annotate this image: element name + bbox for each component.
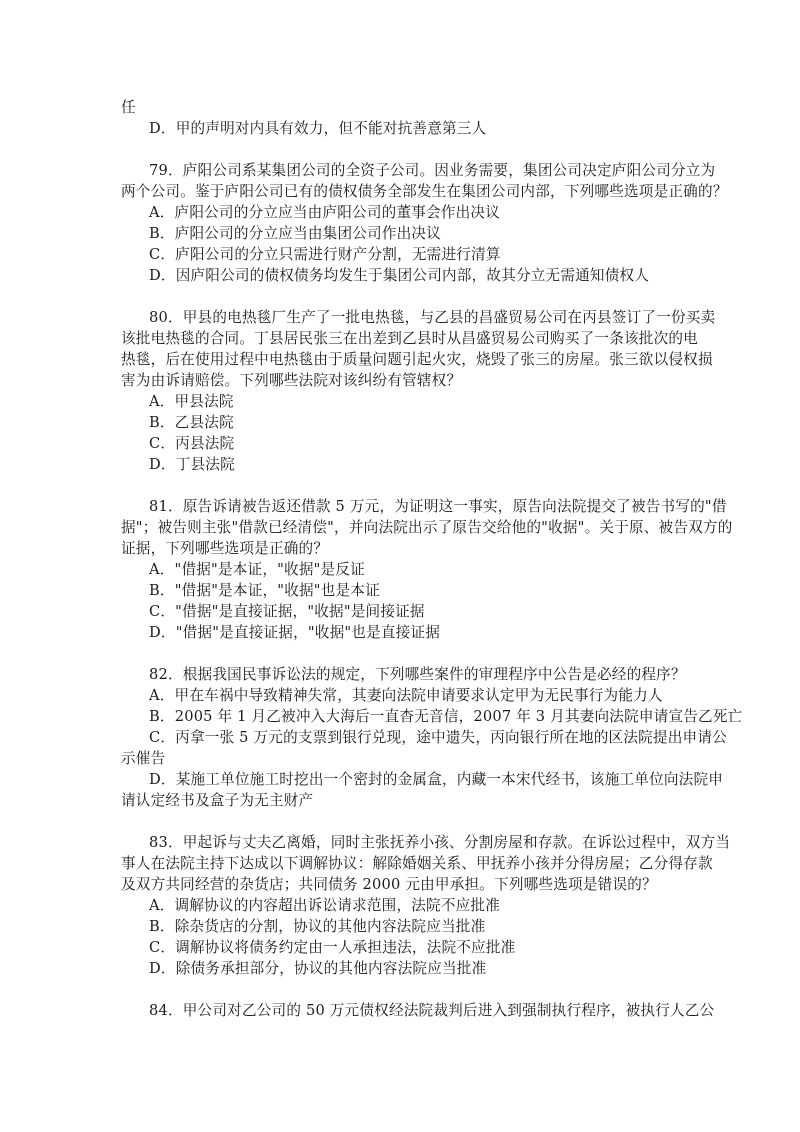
option-c: C．丙县法院 [149, 435, 235, 452]
option-b: B．庐阳公司的分立应当由集团公司作出决议 [149, 225, 442, 242]
question-84-line: 84．甲公司对乙公司的 50 万元债权经法院裁判后进入到强制执行程序，被执行人乙公 [149, 1002, 715, 1019]
option-d: D．甲的声明对内具有效力，但不能对抗善意第三人 [149, 120, 487, 137]
question-80-line: 80．甲县的电热毯厂生产了一批电热毯，与乙县的昌盛贸易公司在丙县签订了一份买卖 [149, 309, 716, 326]
question-80-line: 热毯，后在使用过程中电热毯由于质量问题引起火灾，烧毁了张三的房屋。张三欲以侵权损 [121, 351, 713, 368]
question-82-line: 82．根据我国民事诉讼法的规定，下列哪些案件的审理程序中公告是必经的程序？ [149, 666, 686, 683]
question-80-line: 害为由诉请赔偿。下列哪些法院对该纠纷有管辖权？ [121, 372, 462, 389]
question-83-line: 及双方共同经营的杂货店；共同债务 2000 元由甲承担。下列哪些选项是错误的？ [121, 876, 657, 893]
question-83-line: 83．甲起诉与丈夫乙离婚，同时主张抚养小孩、分割房屋和存款。在诉讼过程中，双方当 [149, 834, 731, 851]
option-c: C．丙拿一张 5 万元的支票到银行兑现，途中遗失，丙向银行所在地的区法院提出申请公 [149, 729, 727, 746]
option-d: D．因庐阳公司的债权债务均发生于集团公司内部，故其分立无需通知债权人 [149, 267, 650, 284]
question-83-line: 事人在法院主持下达成以下调解协议：解除婚姻关系、甲抚养小孩并分得房屋；乙分得存款 [121, 855, 713, 872]
option-c: C．庐阳公司的分立只需进行财产分割，无需进行清算 [149, 246, 501, 263]
option-c-continued: 示催告 [121, 750, 166, 767]
option-b: B．乙县法院 [149, 414, 234, 431]
option-a: A．甲县法院 [149, 393, 234, 410]
option-a: A．甲在车祸中导致精神失常，其妻向法院申请要求认定甲为无民事行为能力人 [149, 687, 663, 704]
option-a: A．庐阳公司的分立应当由庐阳公司的董事会作出决议 [149, 204, 500, 221]
question-79-line: 79．庐阳公司系某集团公司的全资子公司。因业务需要，集团公司决定庐阳公司分立为 [149, 162, 716, 179]
option-d: D．丁县法院 [149, 456, 235, 473]
option-d: D．除债务承担部分，协议的其他内容法院应当批准 [149, 960, 487, 977]
option-a: A．调解协议的内容超出诉讼请求范围，法院不应批准 [149, 897, 500, 914]
option-a: A．"借据"是本证，"收据"是反证 [149, 561, 365, 578]
option-c: C．"借据"是直接证据，"收据"是间接证据 [149, 603, 425, 620]
question-79-line: 两个公司。鉴于庐阳公司已有的债权债务全部发生在集团公司内部，下列哪些选项是正确的？ [121, 183, 728, 200]
option-b: B．2005 年 1 月乙被冲入大海后一直杳无音信，2007 年 3 月其妻向法院申请宣告乙死亡 [149, 708, 743, 725]
question-80-line: 该批电热毯的合同。丁县居民张三在出差到乙县时从昌盛贸易公司购买了一条该批次的电 [121, 330, 698, 347]
option-d: D．"借据"是直接证据，"收据"也是直接证据 [149, 624, 441, 641]
option-b: B．除杂货店的分割，协议的其他内容法院应当批准 [149, 918, 486, 935]
question-81-line: 证据，下列哪些选项是正确的？ [121, 540, 329, 557]
option-d: D．某施工单位施工时挖出一个密封的金属盒，内藏一本宋代经书，该施工单位向法院申 [149, 771, 724, 788]
option-b: B．"借据"是本证，"收据"也是本证 [149, 582, 380, 599]
text-line: 任 [121, 99, 136, 116]
question-81-line: 据"；被告则主张"借款已经清偿"，并向法院出示了原告交给他的"收据"。关于原、被告双方的 [121, 519, 733, 536]
question-81-line: 81．原告诉请被告返还借款 5 万元，为证明这一事实，原告向法院提交了被告书写的"借 [149, 498, 727, 515]
option-d-continued: 请认定经书及盒子为无主财产 [121, 792, 314, 809]
option-c: C．调解协议将债务约定由一人承担违法，法院不应批准 [149, 939, 516, 956]
